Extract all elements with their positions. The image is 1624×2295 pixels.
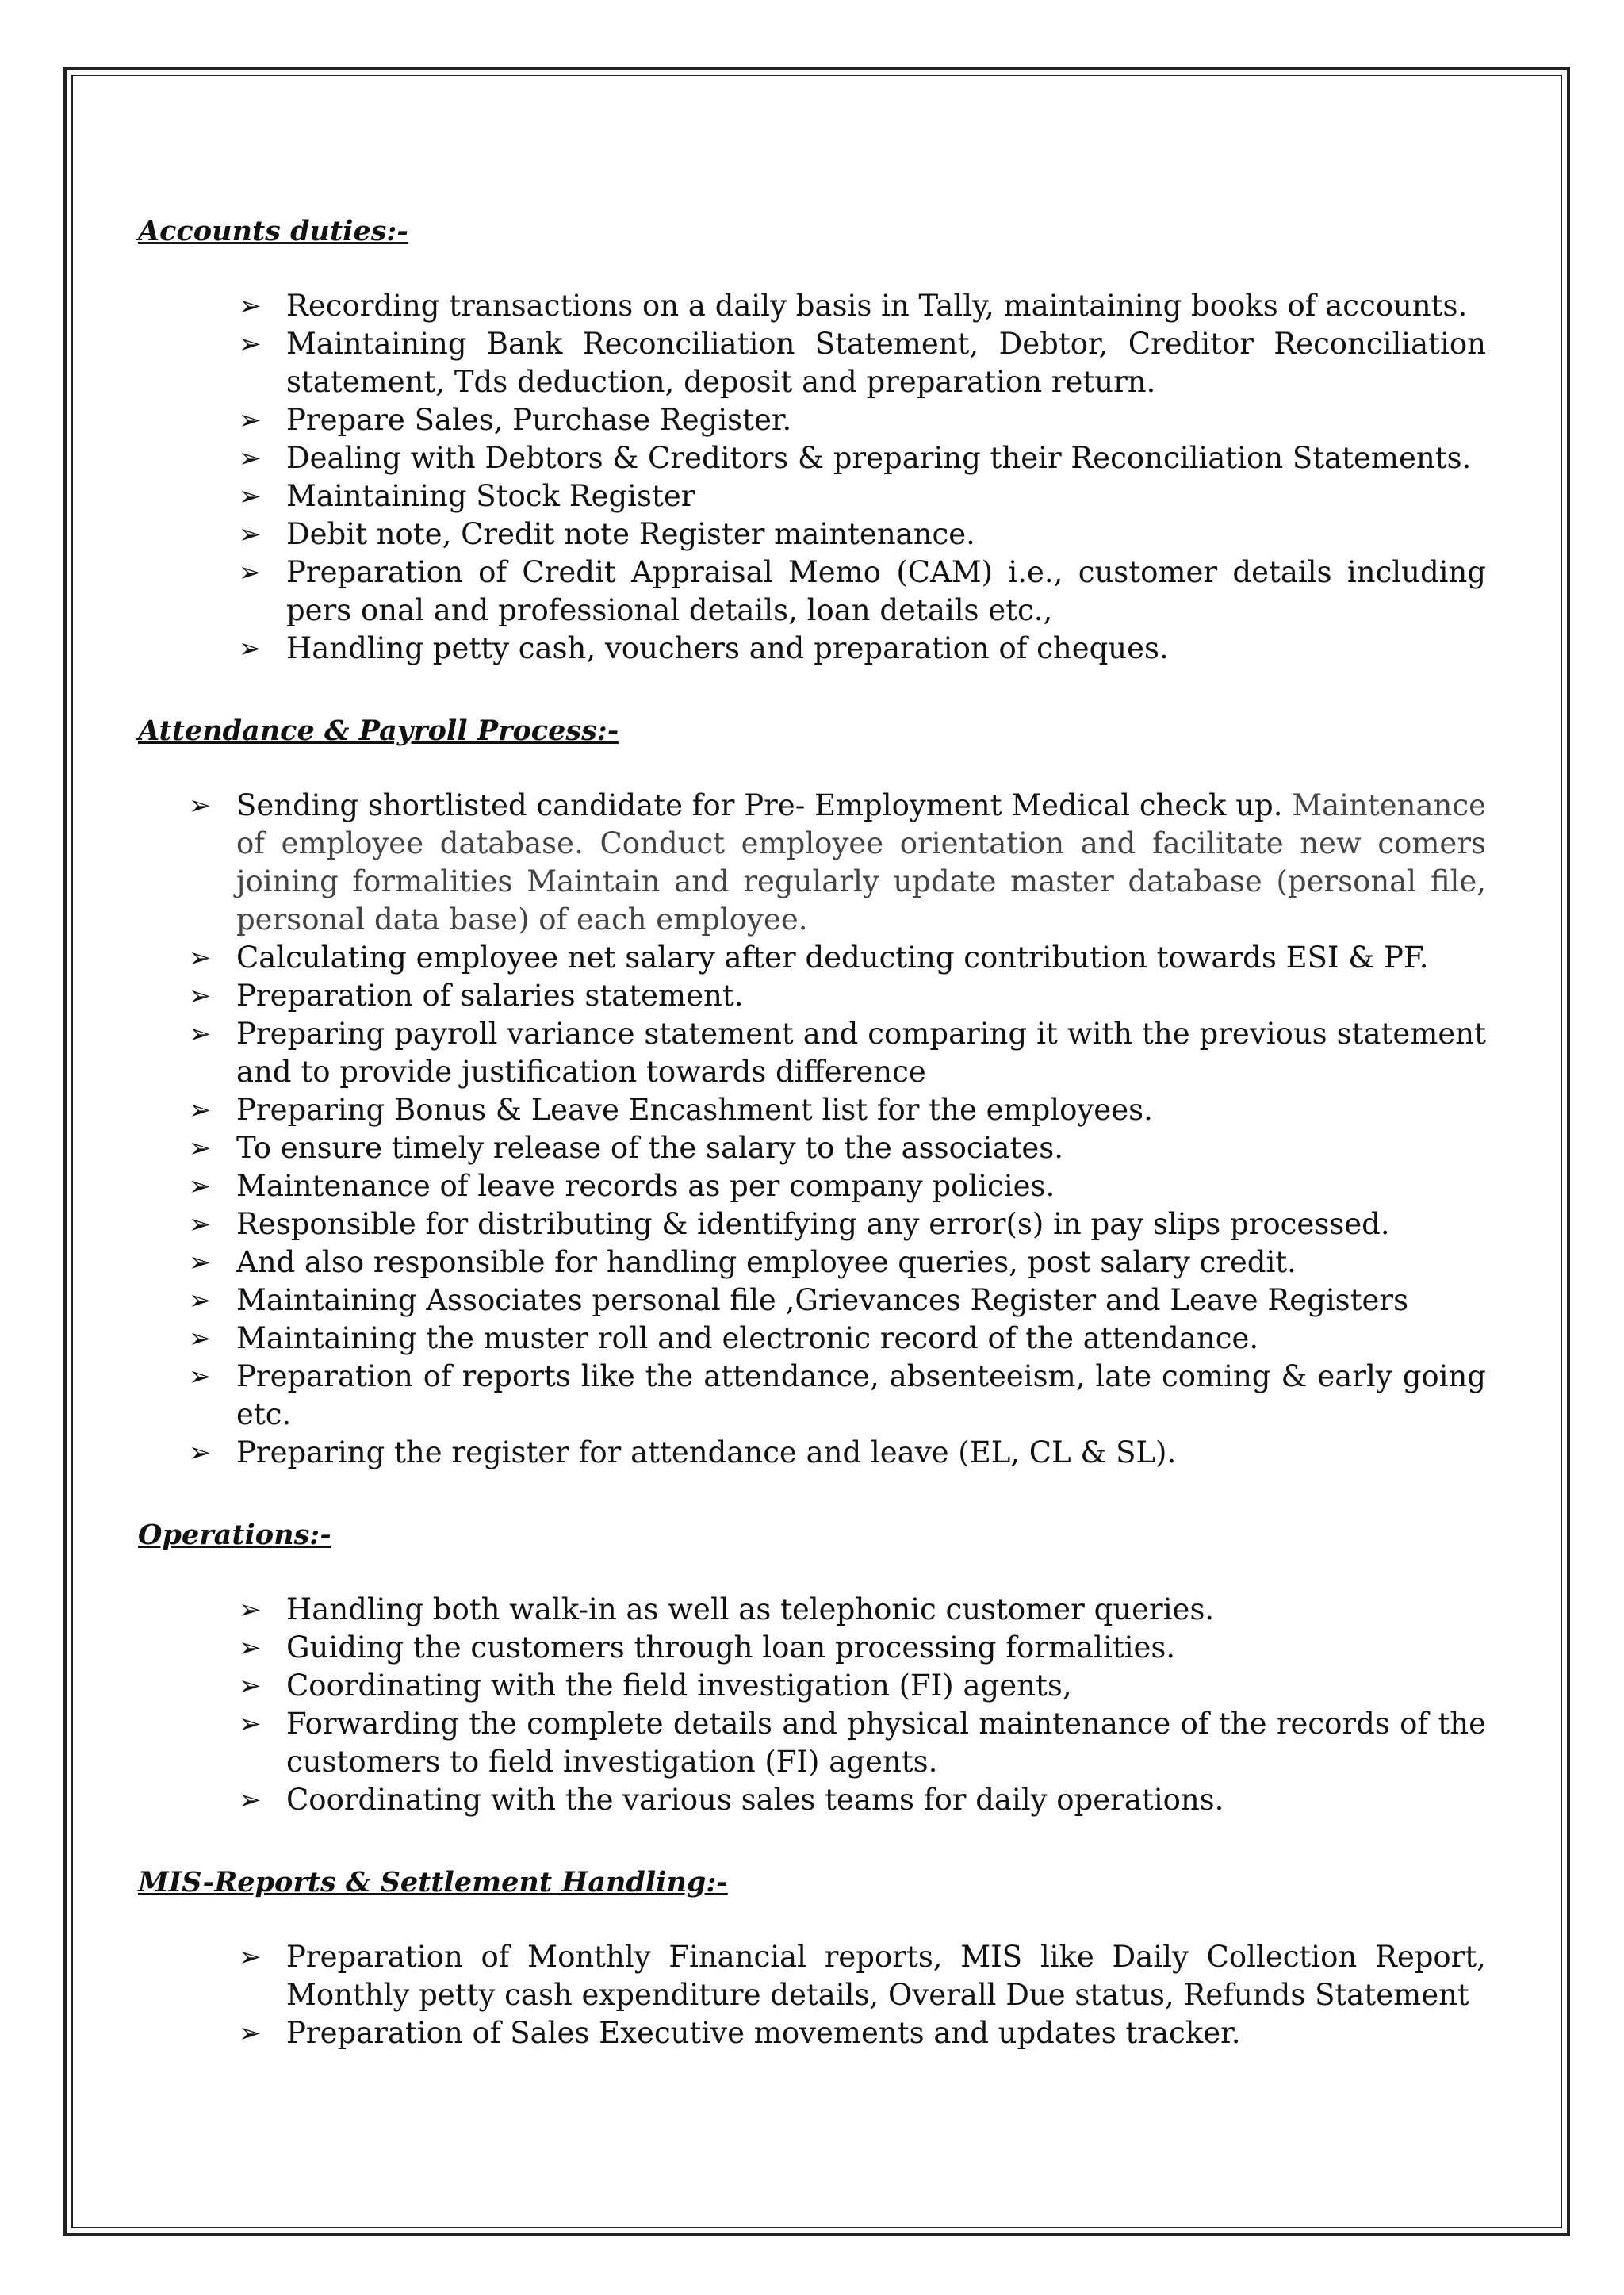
list-item: ➢ Preparation of reports like the attendance, absenteeism, late coming & early going etc. [189,1359,1486,1431]
heading-mis-reports: MIS-Reports & Settlement Handling:- [138,1866,728,1898]
list-item: ➢ Preparing the register for attendance and leave (EL, CL & SL). [138,1434,1486,1472]
list-item: ➢ Handling both walk-in as well as telephonic customer queries. [138,1591,1486,1629]
list-item: ➢ Handling petty cash, vouchers and preparation of cheques. [138,630,1486,668]
section-operations [138,1516,1486,1819]
arrow-bullet-icon: ➢ [189,1209,212,1240]
list-item: ➢ Preparation of salaries statement. [138,977,1486,1015]
heading-attendance-payroll: Attendance & Payroll Process:- [138,715,619,747]
arrow-bullet-icon: ➢ [239,519,262,550]
list-item: ➢ Preparing payroll variance statement and comparing it with the previous statement and to provide justification towards difference [189,1017,1486,1089]
list-item: ➢ Maintenance of leave records as per company policies. [138,1167,1486,1205]
arrow-bullet-icon: ➢ [239,481,262,512]
arrow-bullet-icon: ➢ [239,1941,262,1973]
arrow-bullet-icon: ➢ [189,1018,212,1050]
document-body [138,213,1486,2052]
list-item: ➢ Dealing with Debtors & Creditors & preparing their Reconciliation Statements. [138,439,1486,477]
arrow-bullet-icon: ➢ [239,1784,262,1816]
list-item: ➢ Preparing Bonus & Leave Encashment list for the employees. [138,1091,1486,1129]
section-accounts-duties [138,213,1486,668]
list-item: ➢ Debit note, Credit note Register maintenance. [138,515,1486,554]
list-item: ➢ Forwarding the complete details and physical maintenance of the records of the customers to field investigation (FI) agents. [239,1707,1486,1779]
arrow-bullet-icon: ➢ [239,633,262,665]
arrow-bullet-icon: ➢ [189,1285,212,1316]
arrow-bullet-icon: ➢ [239,1670,262,1702]
arrow-bullet-icon: ➢ [189,1361,212,1393]
list-item: ➢ Preparation of Credit Appraisal Memo (CAM) i.e., customer details including pers onal and professional details, loan details etc., [239,555,1486,627]
list-item: ➢ And also responsible for handling employee queries, post salary credit. [138,1243,1486,1282]
arrow-bullet-icon: ➢ [239,557,262,588]
arrow-bullet-icon: ➢ [239,404,262,436]
list-item: ➢ Sending shortlisted candidate for Pre- Employment Medical check up. Maintenance of employee database. Conduct employee orientation and facilitate new comers joining formalities Maintain and regularly update master database (personal file, personal data base) of each employee. [189,788,1486,937]
arrow-bullet-icon: ➢ [239,443,262,474]
list-item: ➢ Responsible for distributing & identifying any error(s) in pay slips processed. [138,1205,1486,1243]
list-item: ➢ Recording transactions on a daily basis in Tally, maintaining books of accounts. [138,287,1486,325]
arrow-bullet-icon: ➢ [239,1594,262,1626]
heading-accounts-duties: Accounts duties:- [138,215,408,247]
list-item: ➢ Maintaining Bank Reconciliation Statement, Debtor, Creditor Reconciliation statement, Tds deduction, deposit and preparation return. [239,327,1486,399]
list-item: ➢ To ensure timely release of the salary to the associates. [138,1129,1486,1167]
section-attendance-payroll [138,712,1486,1472]
arrow-bullet-icon: ➢ [239,1632,262,1664]
section-mis-reports [138,1864,1486,2052]
arrow-bullet-icon: ➢ [189,1247,212,1278]
arrow-bullet-icon: ➢ [239,2017,262,2049]
list-item: ➢ Preparation of Sales Executive movements and updates tracker. [138,2014,1486,2052]
attendance-list [138,787,1486,1472]
arrow-bullet-icon: ➢ [189,1437,212,1469]
list-item: ➢ Preparation of Monthly Financial reports, MIS like Daily Collection Report, Monthly petty cash expenditure details, Overall Due status, Refunds Statement [239,1940,1486,2012]
mis-list [138,1938,1486,2052]
arrow-bullet-icon: ➢ [189,942,212,974]
list-item: ➢ Maintaining the muster roll and electronic record of the attendance. [138,1320,1486,1358]
list-item: ➢ Coordinating with the field investigation (FI) agents, [138,1667,1486,1705]
arrow-bullet-icon: ➢ [189,1323,212,1354]
arrow-bullet-icon: ➢ [239,1708,262,1740]
list-item: ➢ Guiding the customers through loan processing formalities. [138,1629,1486,1667]
arrow-bullet-icon: ➢ [189,1170,212,1202]
list-item: ➢ Coordinating with the various sales teams for daily operations. [138,1781,1486,1819]
operations-list [138,1591,1486,1819]
heading-operations: Operations:- [138,1519,331,1551]
list-item: ➢ Maintaining Associates personal file ,Grievances Register and Leave Registers [138,1282,1486,1320]
arrow-bullet-icon: ➢ [189,790,212,822]
arrow-bullet-icon: ➢ [239,328,262,360]
accounts-list [138,287,1486,668]
arrow-bullet-icon: ➢ [189,1094,212,1126]
arrow-bullet-icon: ➢ [189,980,212,1012]
list-item: ➢ Prepare Sales, Purchase Register. [138,401,1486,439]
list-item: ➢ Calculating employee net salary after deducting contribution towards ESI & PF. [138,939,1486,977]
arrow-bullet-icon: ➢ [189,1132,212,1164]
arrow-bullet-icon: ➢ [239,290,262,322]
list-item: ➢ Maintaining Stock Register [138,477,1486,515]
